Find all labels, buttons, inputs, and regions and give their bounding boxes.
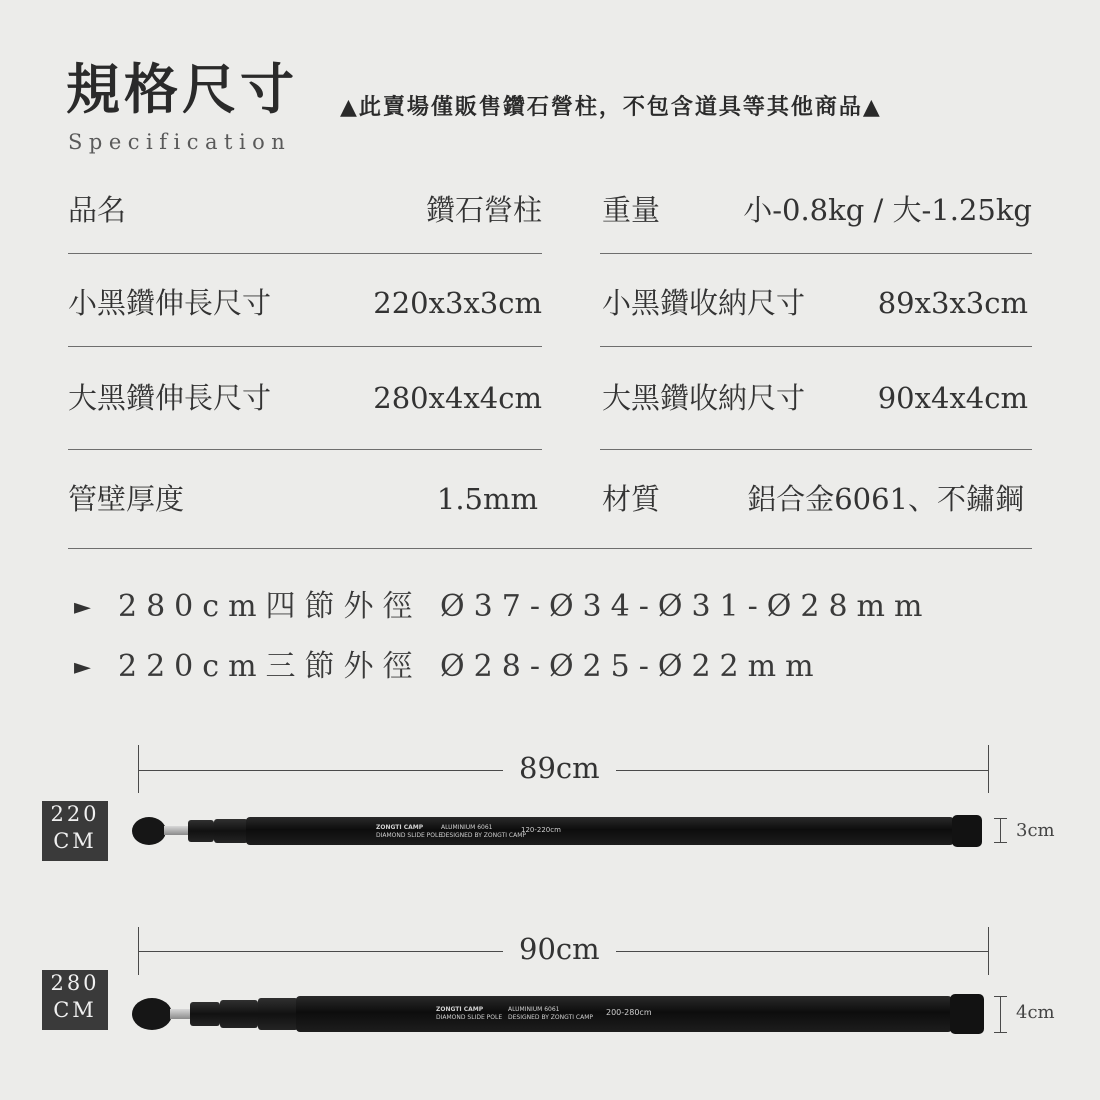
dimension-tick: [138, 745, 139, 793]
pole-print-material: ALUMINIUM 6061: [441, 824, 493, 831]
pole-rod: [170, 1009, 192, 1019]
thickness-bracket: [994, 818, 1007, 819]
pole-body: [296, 996, 952, 1032]
thickness-bracket: [1000, 818, 1001, 842]
spec-label-small-stored: 小黑鑽收納尺寸: [602, 286, 806, 320]
spec-value-wall-thickness: 1.5mm: [436, 482, 538, 516]
pole-end-cap: [950, 994, 984, 1034]
length-badge: [42, 970, 108, 1030]
diameter-line-280: 280cm四節外徑 Ø37-Ø34-Ø31-Ø28mm: [118, 589, 932, 624]
spec-divider: [68, 449, 542, 450]
pole-rod: [164, 826, 190, 835]
thickness-label: 3cm: [1016, 820, 1055, 841]
pole-segment: [190, 1002, 220, 1026]
thickness-label: 4cm: [1016, 1002, 1055, 1023]
pole-segment: [188, 820, 214, 842]
badge-value: 280: [50, 971, 100, 995]
pole-segment: [258, 998, 298, 1030]
thickness-bracket: [994, 1032, 1007, 1033]
badge-value: 220: [50, 802, 100, 826]
bullet-icon: ►: [74, 655, 91, 680]
pole-segment: [214, 819, 248, 843]
spec-value-large-extended: 280x4x4cm: [373, 381, 542, 415]
spec-label-weight: 重量: [602, 193, 661, 227]
pole-print-brand: ZONGTI CAMP: [376, 824, 424, 831]
pole-foot: [132, 998, 172, 1030]
spec-value-small-extended: 220x3x3cm: [373, 286, 542, 320]
length-label: 90cm: [503, 935, 616, 964]
pole-print-designer: DESIGNED BY ZONGTI CAMP: [441, 832, 526, 839]
page-subtitle: Specification: [68, 130, 292, 154]
thickness-bracket: [994, 842, 1007, 843]
pole-print-model: DIAMOND SLIDE POLE: [436, 1014, 503, 1021]
notice-text: ▲此賣場僅販售鑽石營柱，不包含道具等其他商品▲: [340, 94, 882, 120]
page-title: 規格尺寸: [66, 57, 298, 121]
spec-divider: [600, 449, 1032, 450]
badge-unit: CM: [53, 998, 97, 1022]
spec-divider: [68, 253, 542, 254]
pole-print-range: 200-280cm: [606, 1008, 652, 1017]
spec-value-weight: 小-0.8kg / 大-1.25kg: [743, 193, 1032, 227]
spec-value-large-stored: 90x4x4cm: [877, 381, 1028, 415]
pole-print-model: DIAMOND SLIDE POLE: [376, 832, 443, 839]
spec-divider: [600, 346, 1032, 347]
spec-label-name: 品名: [68, 193, 127, 227]
spec-divider: [600, 253, 1032, 254]
spec-label-large-extended: 大黑鑽伸長尺寸: [68, 381, 272, 415]
spec-divider: [68, 548, 1032, 549]
pole-segment: [220, 1000, 258, 1028]
bullet-icon: ►: [74, 595, 91, 620]
pole-print-brand: ZONGTI CAMP: [436, 1006, 484, 1013]
spec-label-large-stored: 大黑鑽收納尺寸: [602, 381, 806, 415]
spec-label-wall-thickness: 管壁厚度: [68, 482, 185, 516]
spec-value-small-stored: 89x3x3cm: [877, 286, 1028, 320]
pole-body: [246, 817, 954, 845]
spec-label-material: 材質: [602, 482, 661, 516]
thickness-bracket: [994, 996, 1007, 997]
pole-print-material: ALUMINIUM 6061: [508, 1006, 560, 1013]
pole-print-range: 120-220cm: [521, 826, 561, 834]
length-badge: [42, 801, 108, 861]
pole-end-cap: [952, 815, 982, 847]
spec-divider: [68, 346, 542, 347]
pole-foot: [132, 817, 166, 845]
spec-label-small-extended: 小黑鑽伸長尺寸: [68, 286, 272, 320]
thickness-bracket: [1000, 996, 1001, 1032]
dimension-tick: [988, 745, 989, 793]
spec-value-material: 鋁合金6061、不鏽鋼: [747, 482, 1024, 516]
spec-value-name: 鑽石營柱: [425, 193, 542, 227]
length-label: 89cm: [503, 754, 616, 783]
diameter-line-220: 220cm三節外徑 Ø28-Ø25-Ø22mm: [118, 649, 823, 684]
badge-unit: CM: [53, 829, 97, 853]
pole-print-designer: DESIGNED BY ZONGTI CAMP: [508, 1014, 593, 1021]
